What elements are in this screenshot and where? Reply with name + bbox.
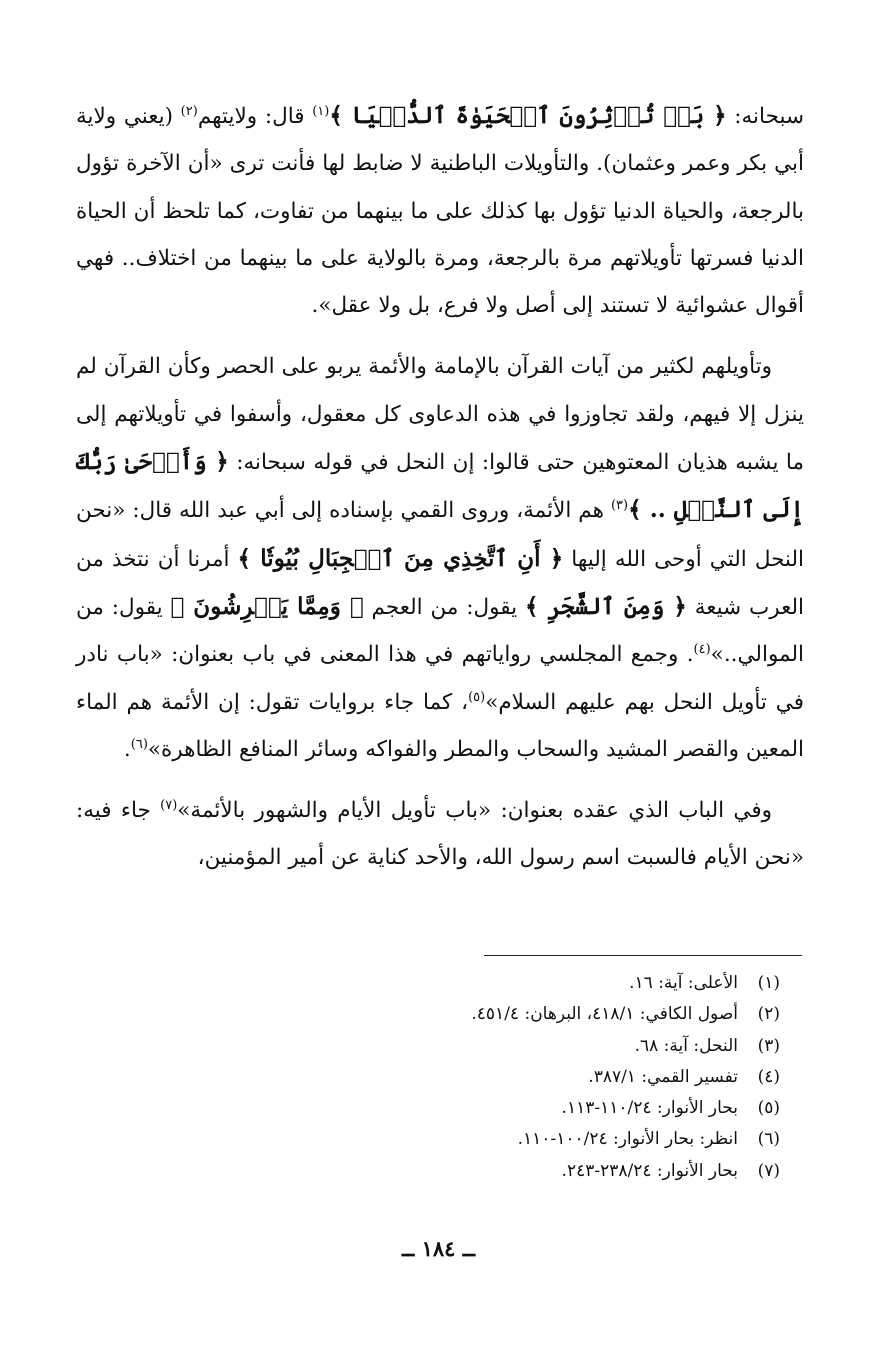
footnote-text: تفسير القمي: ٣٨٧/١. [588, 1066, 738, 1087]
footnote-item [100, 968, 780, 999]
footnote-item [100, 1031, 780, 1062]
footnote-item [100, 1093, 780, 1124]
footnote-item [100, 1062, 780, 1093]
paragraph [76, 343, 804, 773]
quran-verse: ﴿ بَلۡ تُؤۡثِرُونَ ٱلۡحَيَوٰةَ ٱلدُّنۡيَا ﴾ [329, 102, 727, 129]
footnote-text: بحار الأنوار: ١١٠/٢٤-١١٣. [561, 1098, 738, 1119]
text-segment: وفي الباب الذي عقده بعنوان: «باب تأويل الأيام والشهور بالأئمة» [177, 798, 773, 824]
text-segment: قال: ولايتهم [197, 104, 313, 129]
footnote-reference: (٥) [468, 689, 486, 705]
footnote-reference: (٤) [693, 642, 711, 658]
footnote-text: النحل: آية: ٦٨. [634, 1035, 738, 1056]
text-segment: وتأويلهم لكثير من آيات القرآن بالإمامة والأئمة يربو على الحصر وكأن القرآن لم ينزل إلا فيهم، ولقد تجاوزوا في هذه الدعاوى كل معقول، وأسفوا في تأويلاتهم إلى ما يشبه هذيان المعتوهين حتى قالوا: إن النحل في قوله سبحانه: [76, 354, 804, 476]
footnote-number: (٣) [757, 1035, 780, 1056]
footnote-reference: (١) [312, 103, 330, 119]
footnote-number: (١) [757, 973, 780, 993]
footnote-number: (٦) [757, 1129, 780, 1150]
main-text [76, 92, 804, 882]
footnote-reference: (٦) [130, 736, 148, 752]
quran-verse: ﴿ وَمِنَ ٱلشَّجَرِ ﴾ [524, 592, 687, 620]
text-segment: سبحانه: [726, 104, 804, 129]
text-segment: أمرنا أن نتخذ من العرب شيعة [76, 546, 804, 620]
quran-verse: ﴿ وَأَوۡحَىٰ رَبُّكَ إِلَى ٱلنَّحۡلِ .. ﴾ [76, 448, 804, 524]
footnote-number: (٥) [757, 1098, 780, 1119]
text-segment: يقول: من الموالي..» [76, 594, 804, 668]
text-segment: . وجمع المجلسي رواياتهم في هذا المعنى في باب بعنوان: «باب نادر في تأويل النحل بهم عليهم السلام» [76, 642, 804, 715]
footnote-item [100, 1156, 780, 1187]
quran-verse: ﴿ أَنِ ٱتَّخِذِي مِنَ ٱلۡجِبَالِ بُيُوتٗا ﴾ [237, 544, 564, 572]
footnote-text: انظر: بحار الأنوار: ١٠٠/٢٤-١١٠. [517, 1129, 738, 1150]
footnotes [100, 968, 780, 1187]
footnote-text: أصول الكافي: ٤١٨/١، البرهان: ٤٥١/٤. [471, 1004, 738, 1025]
text-segment: هم الأئمة، وروى القمي بإسناده إلى أبي عبد الله قال: «نحن النحل التي أوحى الله إليها [76, 498, 804, 572]
footnote-number: (٧) [757, 1160, 780, 1181]
text-segment: يقول: من العجم [363, 594, 525, 620]
page-number: ــ ١٨٤ ــ [401, 1236, 476, 1261]
paragraph [76, 787, 804, 882]
quran-verse: ﴿ وَمِمَّا يَعۡرِشُونَ ﴾ [170, 592, 364, 620]
footnote-divider [484, 955, 802, 956]
text-segment: (يعني ولاية أبي بكر وعمر وعثمان). والتأويلات الباطنية لا ضابط لها فأنت ترى «أن الآخرة تؤول بالرجعة، والحياة الدنيا تؤول بها كذلك على ما بينهما من تفاوت، كما تلحظ أن الحياة الدنيا فسرتها تأويلاتهم مرة بالرجعة، ومرة بالولاية على ما بينهما من اختلاف.. فهي أقوال عشوائية لا تستند إلى أصل ولا فرع، بل ولا عقل». [76, 104, 804, 319]
footnote-text: الأعلى: آية: ١٦. [629, 973, 738, 993]
footnote-number: (٢) [757, 1004, 780, 1025]
footnote-number: (٤) [757, 1066, 780, 1087]
footnote-text: بحار الأنوار: ٢٣٨/٢٤-٢٤٣. [561, 1160, 738, 1181]
footnote-reference: (٢) [180, 103, 198, 119]
footnote-reference: (٧) [160, 798, 178, 813]
footnote-reference: (٣) [610, 498, 629, 514]
footnote-item [100, 1124, 780, 1155]
text-segment: ، كما جاء بروايات تقول: إن الأئمة هم الماء المعين والقصر المشيد والسحاب والمطر والفواكه وسائر المنافع الظاهرة» [76, 689, 804, 762]
footnote-item [100, 999, 780, 1030]
text-segment: جاء فيه: «نحن الأيام فالسبت اسم رسول الله، والأحد كناية عن أمير المؤمنين، [76, 798, 804, 871]
paragraph [76, 92, 804, 329]
text-segment: . [123, 736, 131, 762]
